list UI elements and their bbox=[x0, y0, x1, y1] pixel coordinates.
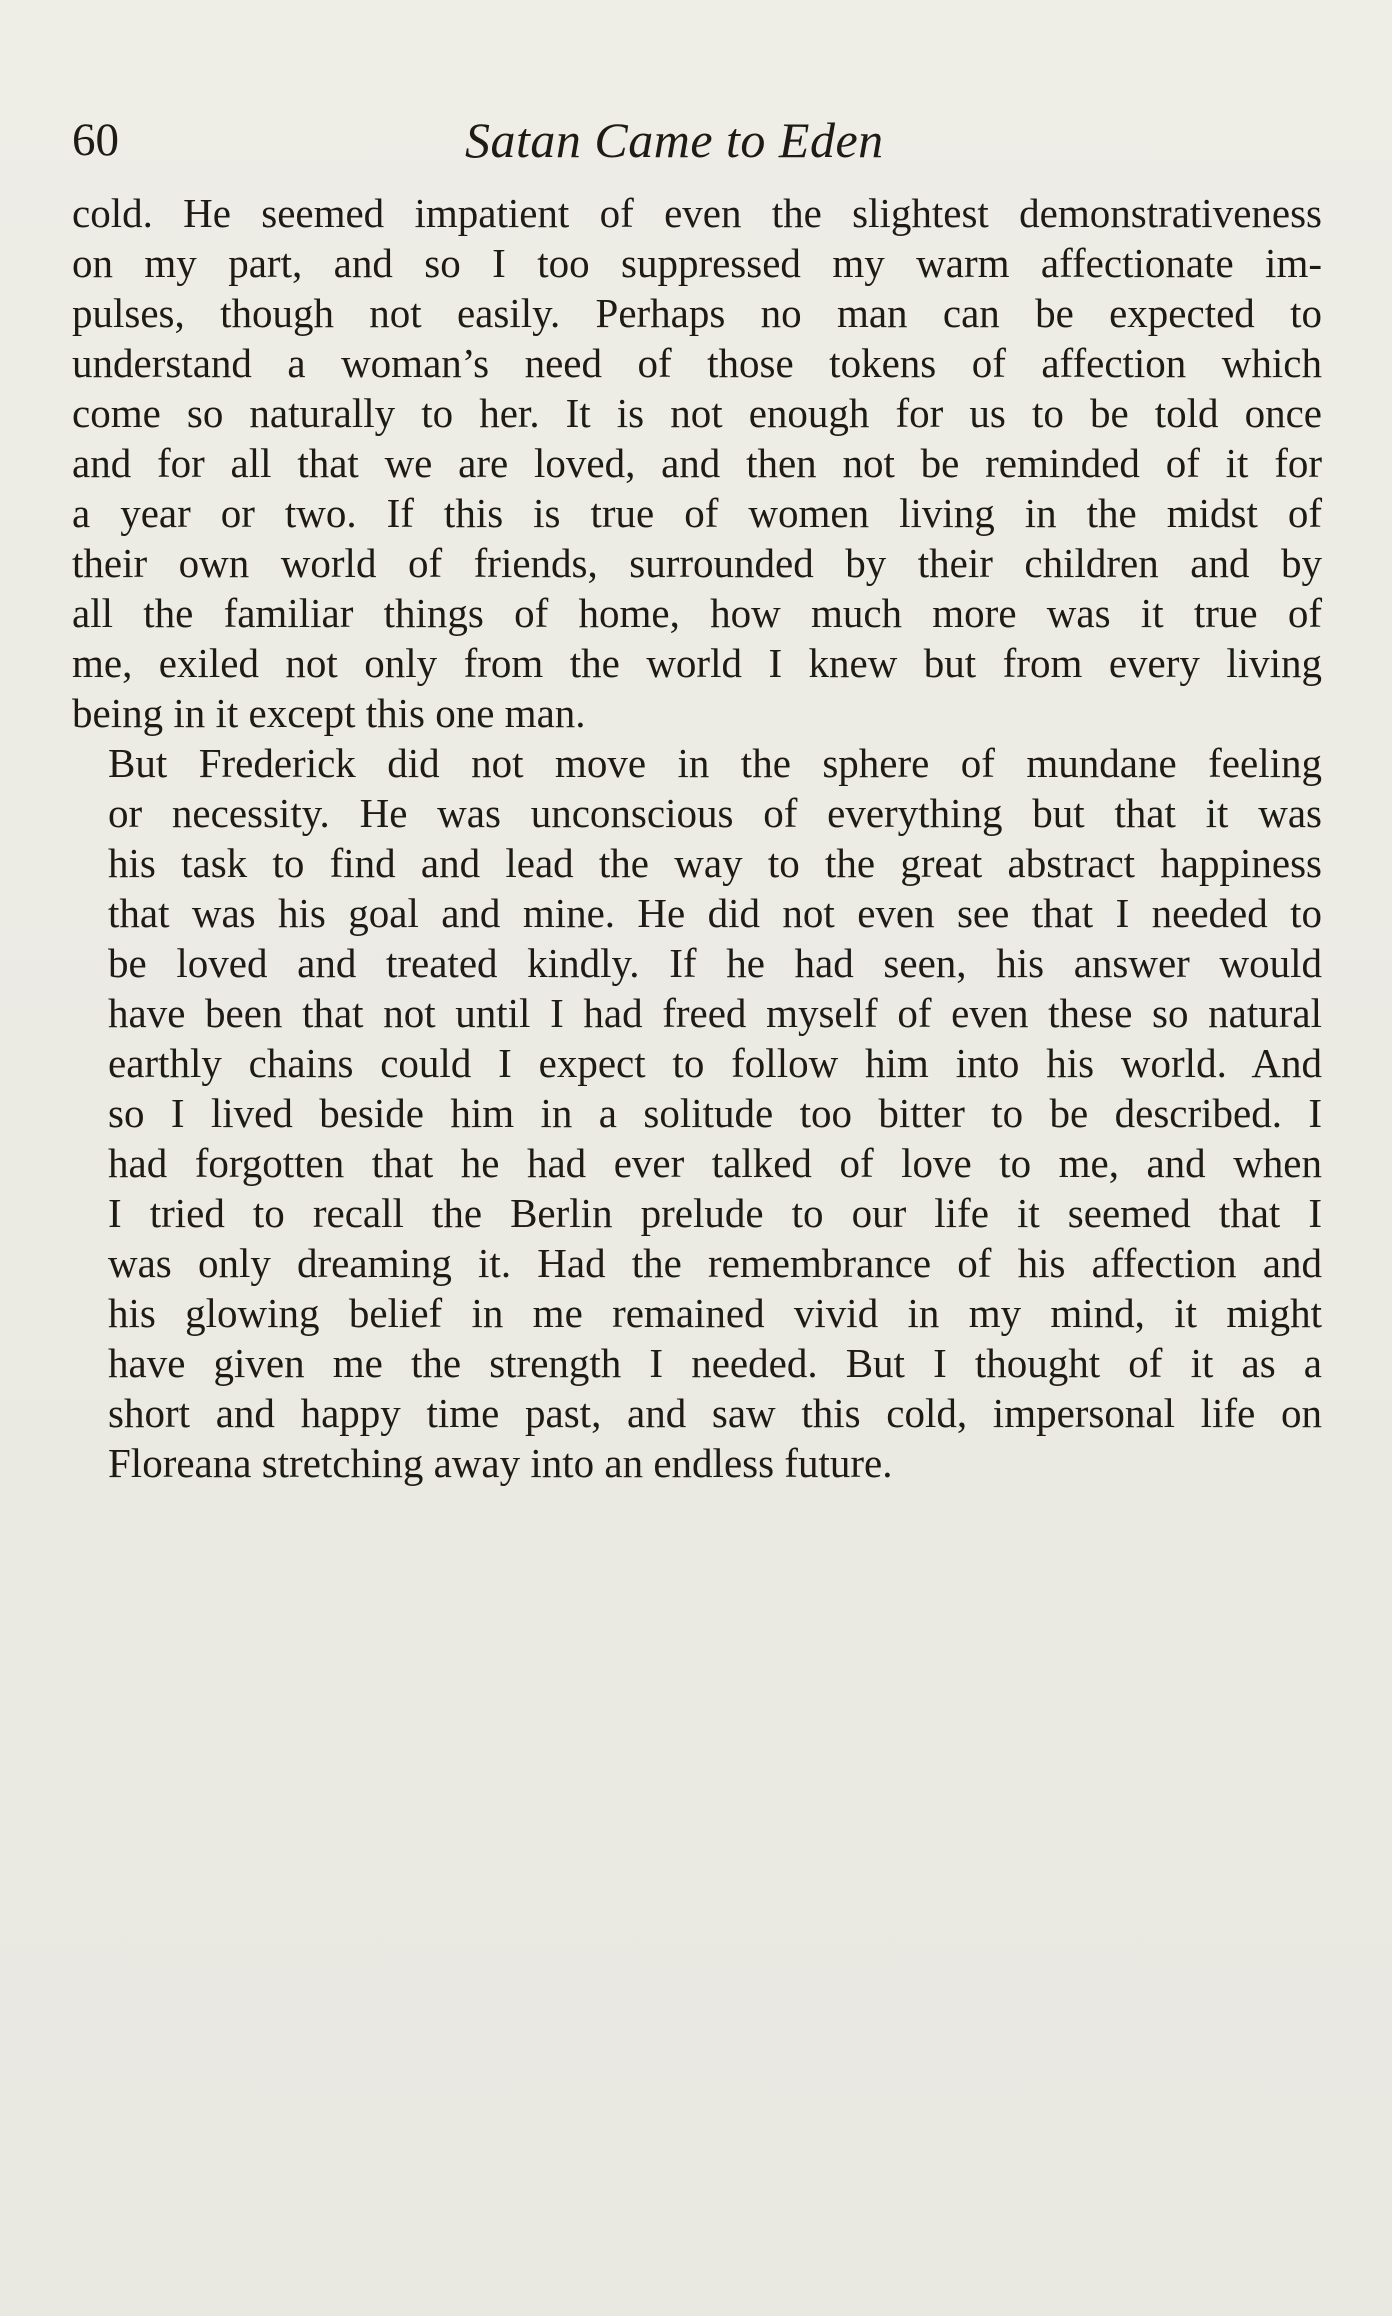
text-line: was only dreaming it. Had the remembrance of his affection and bbox=[108, 1240, 1322, 1286]
text-line: and for all that we are loved, and then not be reminded of it for bbox=[72, 440, 1322, 486]
text-line: me, exiled not only from the world I knew but from every living bbox=[72, 640, 1322, 686]
text-line: have been that not until I had freed myself of even these so natural bbox=[108, 990, 1322, 1036]
text-line: have given me the strength I needed. But I thought of it as a bbox=[108, 1340, 1322, 1386]
text-line: all the familiar things of home, how much more was it true of bbox=[72, 590, 1322, 636]
text-line: come so naturally to her. It is not enough for us to be told once bbox=[72, 390, 1322, 436]
text-line: I tried to recall the Berlin prelude to our life it seemed that I bbox=[108, 1190, 1322, 1236]
body-text bbox=[72, 188, 1322, 1488]
paragraph-2 bbox=[72, 738, 1322, 1488]
paragraph-1 bbox=[72, 188, 1322, 738]
text-line: But Frederick did not move in the sphere of mundane feeling bbox=[108, 740, 1322, 786]
text-line: a year or two. If this is true of women living in the midst of bbox=[72, 490, 1322, 536]
text-line: his glowing belief in me remained vivid in my mind, it might bbox=[108, 1290, 1322, 1336]
running-head bbox=[70, 108, 1320, 172]
text-line: cold. He seemed impatient of even the slightest demonstrativeness bbox=[72, 190, 1322, 236]
text-line: understand a woman’s need of those tokens of affection which bbox=[72, 340, 1322, 386]
text-line: their own world of friends, surrounded by their children and by bbox=[72, 540, 1322, 586]
text-line: be loved and treated kindly. If he had seen, his answer would bbox=[108, 940, 1322, 986]
text-line: had forgotten that he had ever talked of love to me, and when bbox=[108, 1140, 1322, 1186]
text-line: pulses, though not easily. Perhaps no man can be expected to bbox=[72, 290, 1322, 336]
text-line: being in it except this one man. bbox=[72, 690, 586, 736]
text-line: so I lived beside him in a solitude too bitter to be described. I bbox=[108, 1090, 1322, 1136]
text-line: earthly chains could I expect to follow him into his world. And bbox=[108, 1040, 1322, 1086]
text-line: Floreana stretching away into an endless future. bbox=[108, 1440, 893, 1486]
page-number: 60 bbox=[72, 114, 119, 166]
text-line: or necessity. He was unconscious of everything but that it was bbox=[108, 790, 1322, 836]
text-line: that was his goal and mine. He did not even see that I needed to bbox=[108, 890, 1322, 936]
text-line: on my part, and so I too suppressed my warm affectionate im- bbox=[72, 240, 1322, 286]
running-title: Satan Came to Eden bbox=[465, 112, 884, 168]
text-line: short and happy time past, and saw this cold, impersonal life on bbox=[108, 1390, 1322, 1436]
text-line: his task to find and lead the way to the great abstract happiness bbox=[108, 840, 1322, 886]
